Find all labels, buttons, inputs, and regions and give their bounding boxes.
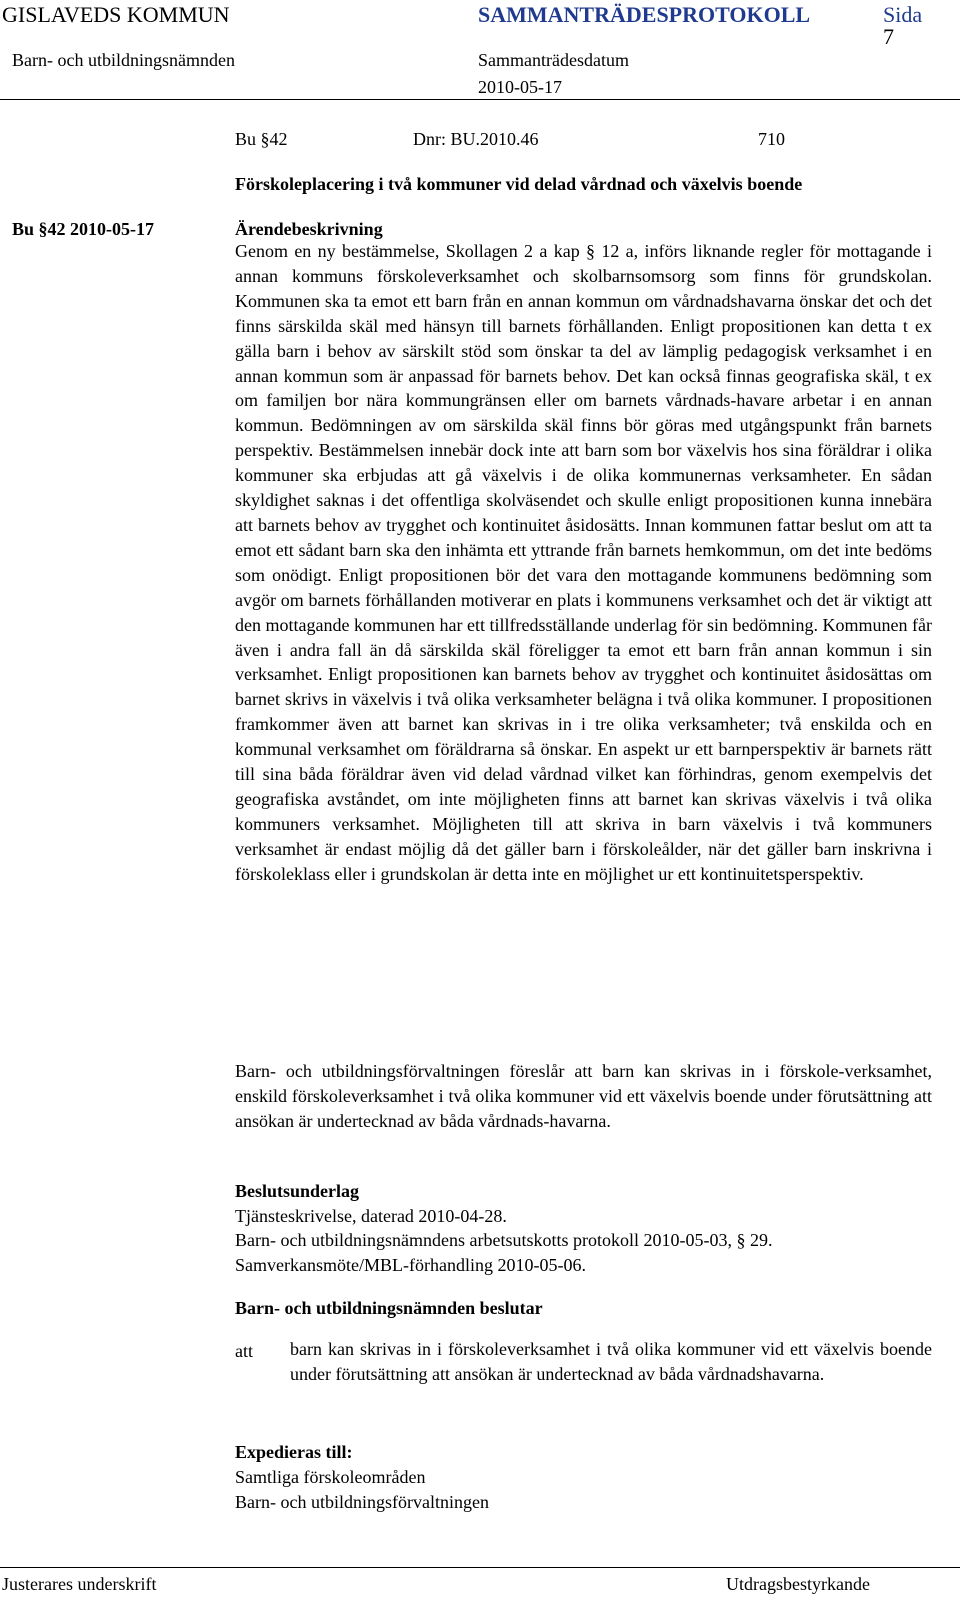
decision-text: barn kan skrivas in i förskoleverksamhet i två olika kommuner vid ett växelvis boende under förutsättning att ansökan är undertecknad av båda vårdnadshavarna. xyxy=(290,1339,932,1384)
case-number: Bu §42 xyxy=(235,129,288,149)
footer-certification-label: Utdragsbestyrkande xyxy=(726,1574,870,1594)
dispatch-item: Samtliga förskoleområden xyxy=(235,1467,426,1487)
margin-reference: Bu §42 2010-05-17 xyxy=(12,219,155,239)
case-code: 710 xyxy=(758,129,785,149)
basis-item: Tjänsteskrivelse, daterad 2010-04-28. xyxy=(235,1206,507,1226)
meeting-date: 2010-05-17 xyxy=(478,77,562,97)
description-body: Genom en ny bestämmelse, Skollagen 2 a kap § 12 a, införs liknande regler för mottagande i annan kommuns förskoleverksamhet och skolbarnsomsorg som finns för grundskolan. Kommunen ska ta emot ett barn från en annan kommun om vårdnadshavarna önskar det och det finns särskilda skäl med hänsyn till barnets förhållanden. Enligt propositionen kan detta t ex gälla barn i behov av särskilt stöd som önskar ta del av lämplig pedagogisk verksamhet i en annan kommun som är anpassad för barnets behov. Det kan också finnas geografiska skäl, t ex om familjen bor nära kommungränsen eller om barnets vårdnads-havare arbetar i en annan kommun. Bedömningen av om särskilda skäl finns bör göras med utgångspunkt från barnets perspektiv. Bestämmelsen innebär dock inte att barn som bor växelvis hos sina föräldrar i olika kommuner ska erbjudas att gå växelvis i de olika kommunernas verksamheter. En sådan skyldighet saknas i det offentliga skolväsendet och skulle enligt propositionen kunna innebära att barnets behov av trygghet och kontinuitet åsidosätts. Innan kommunen fattar beslut om att ta emot ett sådant barn ska den inhämta ett yttrande från barnets hemkommun, om det inte bedöms som onödigt. Enligt propositionen bör det vara den mottagande kommunens bedömning som avgör om barnets förhållanden motiverar en plats i kommunens verksamhet och det är viktigt att den mottagande kommunen har ett tillfredsställande underlag för sin bedömning. Kommunen får även i andra fall än då särskilda skäl föreligger ta emot ett barn från annan kommun i sin verksamhet. Enligt propositionen kan barnets behov av trygghet och kontinuitet åsidosättas om barnet skrivs in växelvis i två olika verksamheter belägna i två olika kommuner. I propositionen framkommer även att barnet kan skrivas in i tre olika verksamheter; två enskilda och en kommunal verksamhet om föräldrarna så önskar. En aspekt ur ett barnperspektiv är barnets rätt till sina båda föräldrar även vid delad vårdnad vilket kan förhindras, genom exempelvis det geografiska avståndet, om inte möjligheten finns att barnet kan skrivas växelvis i två olika kommuners verksamhet. Möjligheten till att skriva in barn växelvis i två kommuners verksamhet är endast möjlig då det gäller barn i förskoleålder, när det gäller barn inskrivna i förskoleklass eller i grundskolan är detta inte en möjlighet ur ett kontinuitetsperspektiv. xyxy=(235,241,932,884)
dispatch-heading: Expedieras till: xyxy=(235,1442,353,1462)
dispatch-item: Barn- och utbildningsförvaltningen xyxy=(235,1492,489,1512)
page-number: 7 xyxy=(883,24,894,49)
case-dnr: Dnr: BU.2010.46 xyxy=(413,129,539,149)
footer-divider xyxy=(0,1567,960,1568)
proposal-body: Barn- och utbildningsförvaltningen föreslår att barn kan skrivas in i förskole-verksamhet, enskild förskoleverksamhet i två olika kommuner vid ett växelvis boende under förutsättning att ansökan är undertecknad av båda vårdnads-havarna. xyxy=(235,1061,932,1131)
decision-marker: att xyxy=(235,1341,253,1361)
protocol-title: SAMMANTRÄDESPROTOKOLL xyxy=(478,2,811,27)
municipality-name: GISLAVEDS KOMMUN xyxy=(2,2,230,27)
description-heading: Ärendebeskrivning xyxy=(235,219,383,239)
basis-heading: Beslutsunderlag xyxy=(235,1181,360,1201)
committee-name: Barn- och utbildningsnämnden xyxy=(12,50,235,70)
page-label: Sida xyxy=(883,2,923,27)
basis-item: Barn- och utbildningsnämndens arbetsutskotts protokoll 2010-05-03, § 29. xyxy=(235,1230,773,1250)
basis-item: Samverkansmöte/MBL-förhandling 2010-05-06. xyxy=(235,1255,586,1275)
date-label: Sammanträdesdatum xyxy=(478,50,629,70)
decision-heading: Barn- och utbildningsnämnden beslutar xyxy=(235,1298,543,1318)
case-title: Förskoleplacering i två kommuner vid delad vårdnad och växelvis boende xyxy=(235,174,803,194)
footer-signature-label: Justerares underskrift xyxy=(2,1574,157,1594)
header-divider xyxy=(0,99,960,100)
